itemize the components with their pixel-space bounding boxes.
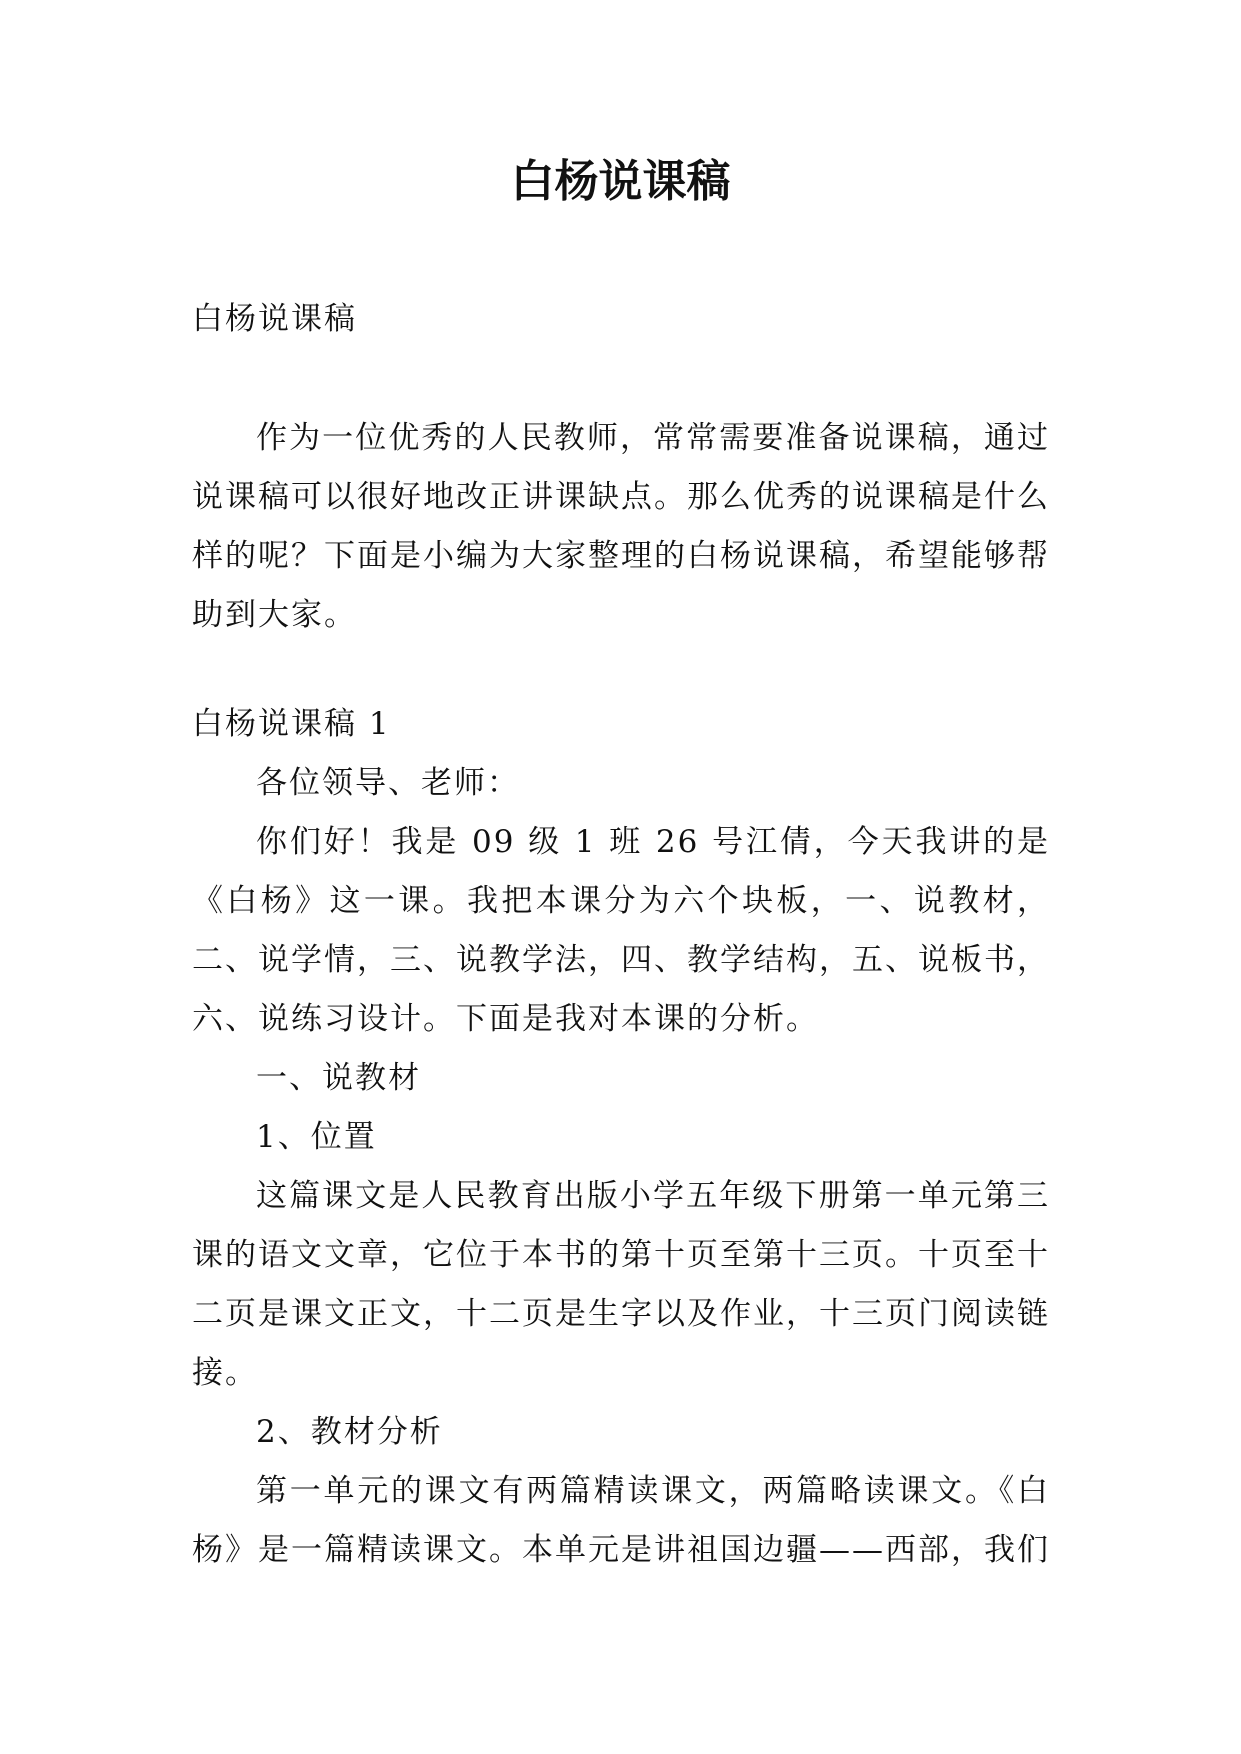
document-subtitle: 白杨说课稿 [192,301,357,337]
subsection-heading: 1、位置 [256,1119,377,1155]
subsection-heading: 一、说教材 [256,1060,421,1096]
subsection-heading: 2、教材分析 [256,1414,443,1450]
document-title: 白杨说课稿 [510,156,731,207]
document-body [192,290,1050,1580]
spacer [192,349,1050,409]
section-heading: 白杨说课稿 1 [192,706,391,742]
intro-paragraph: 作为一位优秀的人民教师，常常需要准备说课稿，通过说课稿可以很好地改正讲课缺点。那么优秀的说课稿是什么样的呢？下面是小编为大家整理的白杨说课稿，希望能够帮助到大家。 [192,420,1050,633]
body-paragraph: 这篇课文是人民教育出版小学五年级下册第一单元第三课的语文文章，它位于本书的第十页至第十三页。十页至十二页是课文正文，十二页是生字以及作业，十三页门阅读链接。 [192,1178,1050,1391]
greeting-paragraph: 各位领导、老师： [256,765,520,801]
opening-paragraph: 你们好！我是 09 级 1 班 26 号江倩，今天我讲的是《白杨》这一课。我把本课分为六个块板，一、说教材，二、说学情，三、说教学法，四、教学结构，五、说板书，六、说练习设计。下面是我对本课的分析。 [192,824,1050,1037]
body-paragraph: 第一单元的课文有两篇精读课文，两篇略读课文。《白杨》是一篇精读课文。本单元是讲祖国边疆——西部，我们 [192,1473,1050,1568]
spacer [192,645,1050,695]
